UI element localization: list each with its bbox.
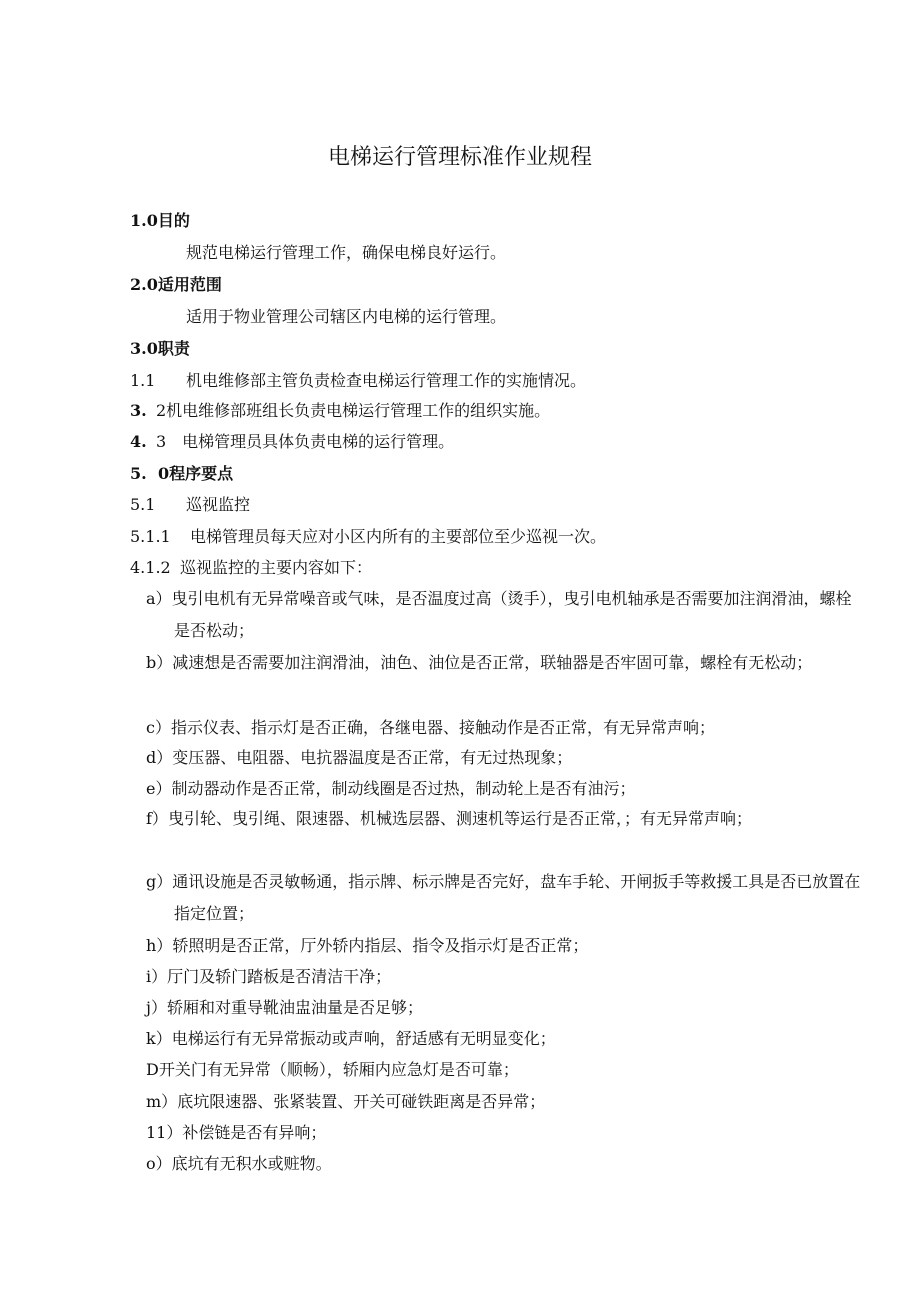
- duty-line-3: [130, 430, 455, 454]
- inspection-item-text: 底坑限速器、张紧装置、开关可碰铁距离是否异常；: [177, 1092, 546, 1111]
- duty-line-1: [130, 369, 587, 393]
- inspection-item-text: 轿照明是否正常，厅外轿内指层、指令及指示灯是否正常；: [172, 936, 589, 955]
- inspection-item-e: [146, 777, 636, 801]
- section-2-body: 适用于物业管理公司辖区内电梯的运行管理。: [186, 307, 507, 326]
- section-5-heading-number: 5.: [130, 464, 147, 483]
- inspection-item-marker: D: [146, 1060, 159, 1079]
- inspection-item-marker: o）: [146, 1154, 172, 1173]
- inspection-item-marker: e）: [146, 779, 172, 798]
- inspection-item-marker: k）: [146, 1029, 172, 1048]
- inspection-item-marker: 11）: [146, 1123, 183, 1142]
- inspection-item-j: [146, 996, 423, 1020]
- section-1-body: 规范电梯运行管理工作，确保电梯良好运行。: [186, 243, 507, 262]
- section-2-heading: 2.0适用范围: [130, 275, 222, 294]
- section-1-heading: 1.0目的: [130, 211, 190, 230]
- inspection-item-d: [146, 746, 572, 770]
- inspection-item-c: [146, 716, 715, 740]
- inspection-item-marker: c）: [146, 718, 171, 737]
- section-5-heading-text: 0程序要点: [158, 464, 234, 483]
- inspection-item-marker: d）: [146, 748, 173, 767]
- inspection-item-text: 开关门有无异常（顺畅），轿厢内应急灯是否可靠；: [158, 1060, 519, 1079]
- inspection-item-h: [146, 934, 588, 958]
- inspection-item-marker: a）: [146, 589, 172, 608]
- duty-line-3-text: 3 电梯管理员具体负责电梯的运行管理。: [156, 432, 455, 451]
- inspection-item-f: [146, 803, 864, 835]
- subsection-5-1-1: [130, 525, 607, 549]
- inspection-item-g: [146, 866, 864, 930]
- subsection-5-1-text: 巡视监控: [186, 495, 251, 514]
- inspection-item-text: 厅门及轿门踏板是否清洁干净；: [167, 967, 392, 986]
- subsection-5-1: [130, 493, 251, 517]
- inspection-item-marker: m）: [146, 1092, 178, 1111]
- inspection-item-marker: i）: [146, 967, 168, 986]
- inspection-item-text: 轿厢和对重导靴油盅油量是否足够；: [166, 998, 423, 1017]
- inspection-item-marker: b）: [146, 653, 173, 672]
- inspection-item-n: [146, 1121, 326, 1145]
- inspection-item-text: 补偿链是否有异响；: [182, 1123, 327, 1142]
- duty-line-2-number: 3.: [130, 401, 147, 420]
- inspection-item-b: [146, 647, 864, 679]
- inspection-item-a: [146, 583, 864, 647]
- inspection-item-text: 底坑有无积水或赃物。: [171, 1154, 332, 1173]
- section-5-heading: [130, 462, 234, 486]
- inspection-item-text: 曳引轮、曳引绳、限速器、机械选层器、测速机等运行是否正常，；有无异常声响；: [167, 809, 752, 828]
- subsection-4-1-2-text: 巡视监控的主要内容如下：: [180, 558, 373, 577]
- duty-line-1-text: 机电维修部主管负责检查电梯运行管理工作的实施情况。: [186, 371, 587, 390]
- subsection-4-1-2: [130, 556, 373, 580]
- inspection-item-text: 制动器动作是否正常，制动线圈是否过热，制动轮上是否有油污；: [171, 779, 636, 798]
- inspection-item-text: 电梯运行有无异常振动或声响，舒适感有无明显变化；: [171, 1029, 556, 1048]
- inspection-item-marker: f）: [146, 809, 168, 828]
- inspection-item-i: [146, 965, 391, 989]
- inspection-item-text: 减速想是否需要加注润滑油，油色、油位是否正常，联轴器是否牢固可靠，螺栓有无松动；: [172, 653, 813, 672]
- inspection-item-m: [146, 1090, 545, 1114]
- section-3-heading: 3.0职责: [130, 339, 190, 358]
- duty-line-1-number: 1.1: [130, 371, 156, 390]
- inspection-item-k: [146, 1027, 556, 1051]
- inspection-item-marker: j）: [146, 998, 167, 1017]
- inspection-item-text: 曳引电机有无异常噪音或气味，是否温度过高（烫手），曳引电机轴承是否需要加注润滑油，螺栓是否松动；: [171, 589, 852, 640]
- inspection-item-text: 指示仪表、指示灯是否正确，各继电器、接触动作是否正常，有无异常声响；: [170, 718, 715, 737]
- subsection-4-1-2-number: 4.1.2: [130, 558, 171, 577]
- inspection-item-text: 通讯设施是否灵敏畅通，指示牌、标示牌是否完好，盘车手轮、开闸扳手等救援工具是否已放置在指定位置；: [172, 872, 861, 923]
- subsection-5-1-1-number: 5.1.1: [130, 527, 171, 546]
- subsection-5-1-1-text: 电梯管理员每天应对小区内所有的主要部位至少巡视一次。: [190, 527, 607, 546]
- duty-line-3-number: 4.: [130, 432, 147, 451]
- inspection-item-l: [146, 1058, 519, 1082]
- inspection-item-marker: h）: [146, 936, 173, 955]
- inspection-item-marker: g）: [146, 872, 173, 891]
- document-title: 电梯运行管理标准作业规程: [327, 145, 592, 170]
- duty-line-2: [130, 399, 551, 423]
- inspection-item-text: 变压器、电阻器、电抗器温度是否正常，有无过热现象；: [172, 748, 573, 767]
- inspection-item-o: [146, 1152, 332, 1176]
- duty-line-2-text: 2机电维修部班组长负责电梯运行管理工作的组织实施。: [156, 401, 551, 420]
- subsection-5-1-number: 5.1: [130, 495, 156, 514]
